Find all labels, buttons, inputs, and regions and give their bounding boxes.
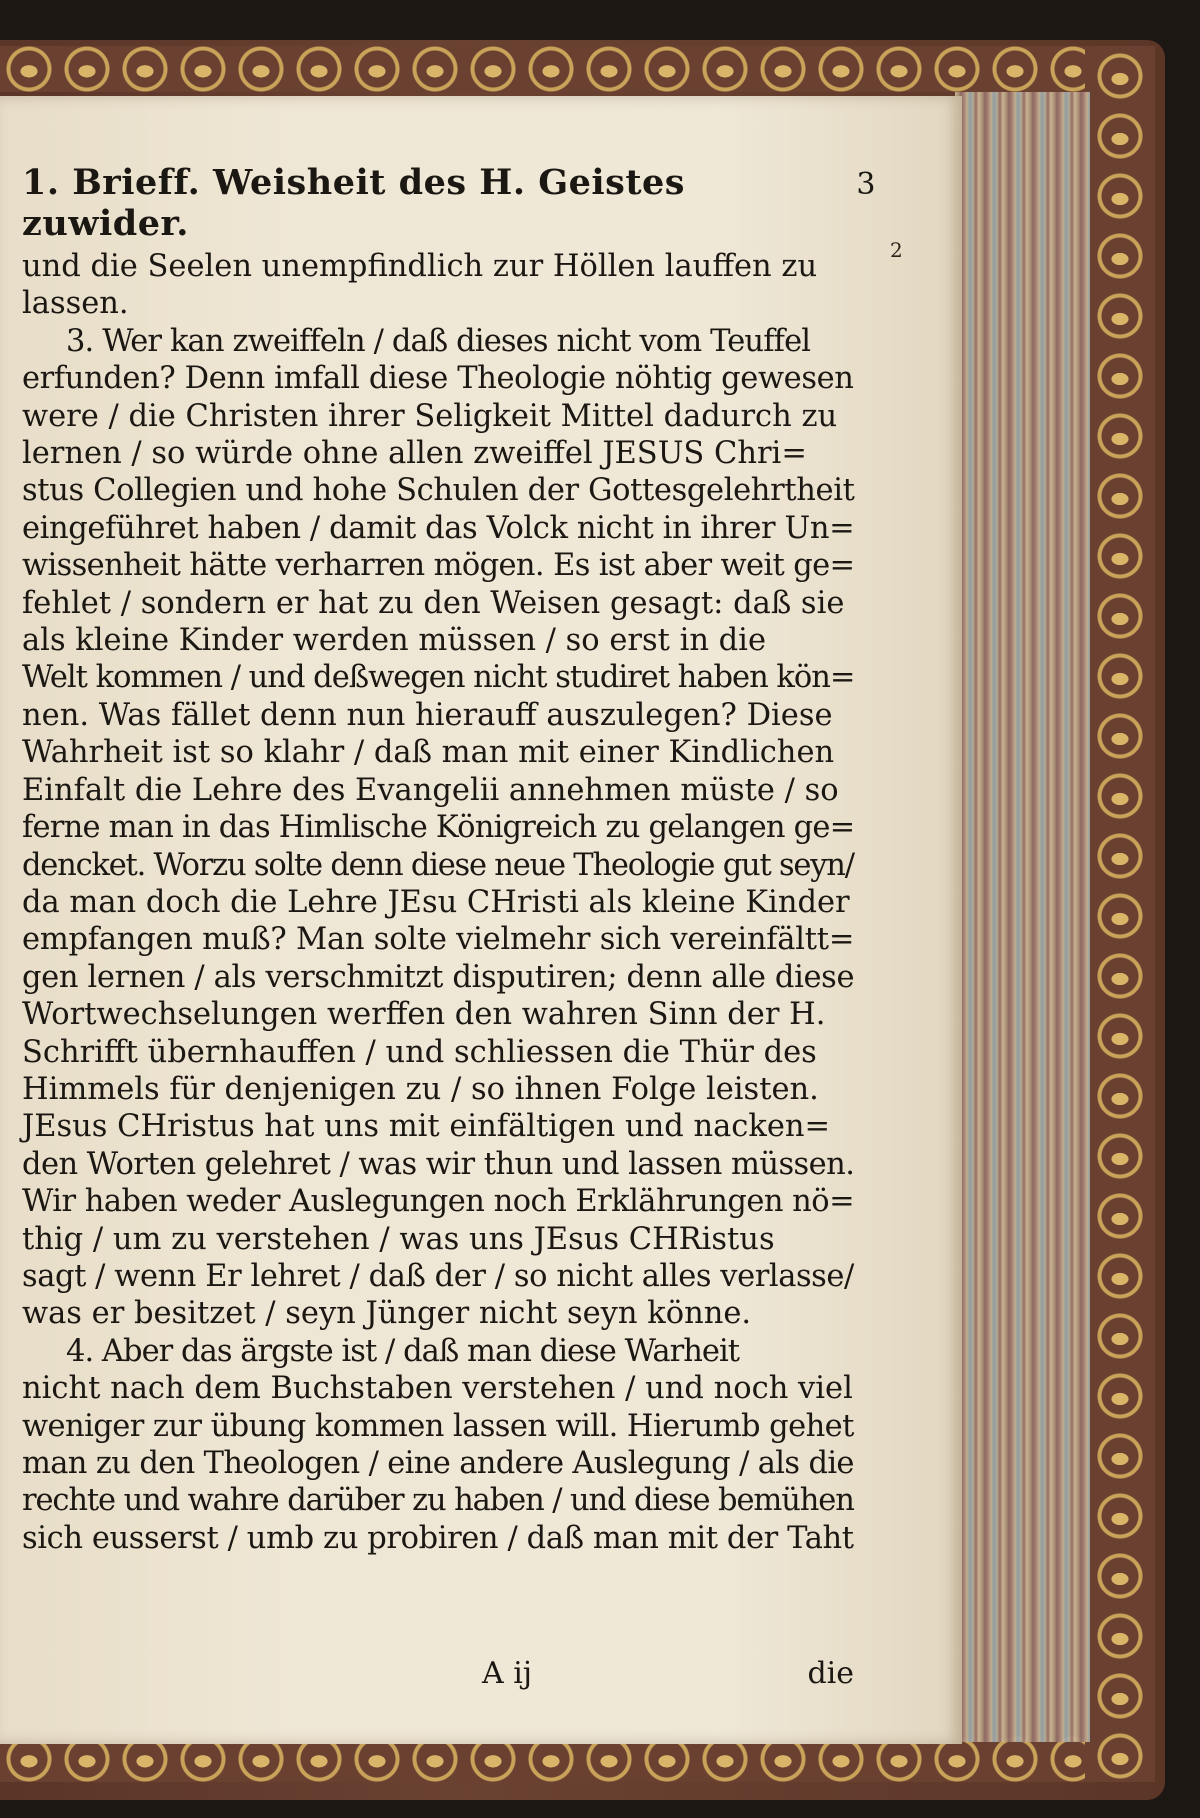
text-line: rechte und wahre darüber zu haben / und diese bemühen — [22, 1483, 854, 1519]
text-line: stus Collegien und hohe Schulen der Gottesgelehrtheit — [22, 473, 855, 509]
text-line: were / die Christen ihrer Seligkeit Mittel dadurch zu — [22, 398, 838, 434]
text-block — [22, 162, 876, 1557]
text-line: JEsus CHristus hat uns mit einfältigen und nacken= — [22, 1109, 831, 1145]
text-line: Wir haben weder Auslegungen noch Erklährungen nö= — [22, 1184, 855, 1220]
gilt-border-top — [0, 46, 1135, 92]
text-line: als kleine Kinder werden müssen / so erst in die — [22, 623, 766, 659]
text-line: dencket. Worzu solte denn diese neue Theologie gut seyn/ — [22, 847, 854, 883]
running-head-title: 1. Brieff. Weisheit des H. Geistes zuwider. — [22, 162, 685, 244]
text-line: den Worten gelehret / was wir thun und lassen müssen. — [22, 1146, 855, 1182]
text-line: fehlet / sondern er hat zu den Weisen gesagt: daß sie — [22, 585, 845, 621]
text-line: empfangen muß? Man solte vielmehr sich vereinfältt= — [22, 922, 855, 958]
paragraph — [22, 248, 854, 323]
text-line: thig / um zu verstehen / was uns JEsus CHRistus — [22, 1221, 775, 1257]
text-line: und die Seelen unempfindlich zur Höllen lauffen zu — [22, 249, 818, 284]
text-line: sich eusserst / umb zu probiren / daß man mit der Taht — [22, 1520, 854, 1556]
catchword: die — [807, 1656, 854, 1691]
text-line: lernen / so würde ohne allen zweiffel JESUS Chri= — [22, 436, 807, 472]
text-line: sagt / wenn Er lehret / daß der / so nicht alles verlasse/ — [22, 1258, 854, 1294]
text-line: ferne man in das Himlische Königreich zu gelangen ge= — [22, 810, 855, 846]
gilt-border-right — [1085, 46, 1155, 1782]
text-line: weniger zur übung kommen lassen will. Hierumb gehet — [22, 1408, 854, 1444]
text-line: nen. Was fället denn nun hierauff auszulegen? Diese — [22, 697, 833, 733]
text-line: Einfalt die Lehre des Evangelii annehmen müste / so — [22, 772, 839, 808]
running-head — [22, 162, 876, 244]
text-line: nicht nach dem Buchstaben verstehen / und noch viel — [22, 1371, 853, 1407]
text-line: 4. Aber das ärgste ist / daß man diese Warheit — [66, 1333, 740, 1369]
text-line: Wortwechselungen werffen den wahren Sinn der H. — [22, 997, 826, 1033]
body-text — [22, 248, 854, 1557]
text-line: Schrifft übernhauffen / und schliessen die Thür des — [22, 1034, 817, 1070]
paragraph — [22, 1333, 854, 1557]
text-line: eingeführet haben / damit das Volck nicht in ihrer Un= — [22, 510, 855, 546]
text-line: Wahrheit ist so klahr / daß man mit einer Kindlichen — [22, 735, 835, 771]
paragraph — [22, 323, 854, 1333]
text-line: Welt kommen / und deßwegen nicht studiret haben kön= — [22, 660, 855, 696]
text-line: wissenheit hätte verharren mögen. Es ist aber weit ge= — [22, 548, 855, 584]
text-line: gen lernen / als verschmitzt disputiren; denn alle diese — [22, 959, 855, 995]
text-line: 3. Wer kan zweiffeln / daß dieses nicht vom Teuffel — [66, 323, 811, 359]
margin-mark: 2 — [890, 238, 903, 262]
text-line: lassen. — [22, 286, 129, 322]
text-line: erfunden? Denn imfall diese Theologie nöhtig gewesen — [22, 361, 854, 397]
page-fore-edge — [955, 92, 1090, 1742]
book-page — [0, 96, 962, 1744]
text-line: man zu den Theologen / eine andere Auslegung / als die — [22, 1446, 854, 1481]
text-line: was er besitzet / seyn Jünger nicht seyn könne. — [22, 1296, 752, 1332]
signature-mark: A ij — [482, 1656, 533, 1691]
text-line: Himmels für denjenigen zu / so ihnen Folge leisten. — [22, 1071, 819, 1107]
page-number: 3 — [856, 167, 876, 202]
text-line: da man doch die Lehre JEsu CHristi als kleine Kinder — [22, 884, 850, 920]
